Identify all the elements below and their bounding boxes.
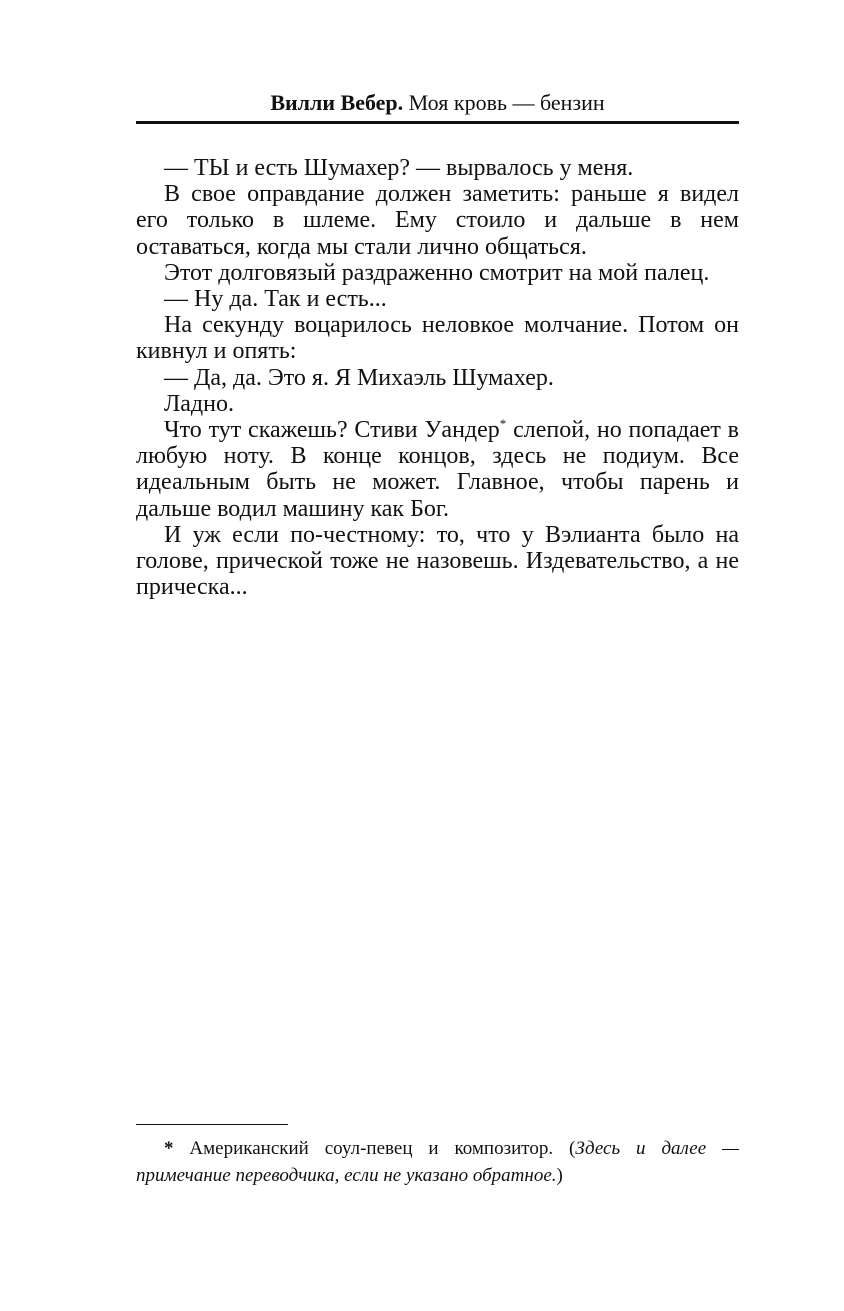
body-text [136,155,739,600]
footnote-reference: * [499,416,507,432]
running-head-author: Вилли Вебер. [270,90,404,115]
footnote-rule [136,1124,288,1125]
footnote-mark: * [164,1138,174,1159]
footnote-close-paren: ) [556,1165,563,1186]
paragraph-2: В свое оправдание должен заметить: раньше я видел его только в шлеме. Ему стоило и дальше в нем оставаться, когда мы стали лично общаться. [136,181,739,260]
paragraph-8 [136,417,739,522]
paragraph-6: — Да, да. Это я. Я Михаэль Шумахер. [164,364,554,391]
footnote-paragraph [136,1135,739,1189]
running-head-title: Моя кровь — бензин [408,90,605,115]
paragraph-9: И уж если по-честному: то, что у Вэлианта было на голове, прической тоже не назовешь. Издевательство, а не прическа... [136,521,739,601]
paragraph-5: На секунду воцарилось неловкое молчание. Потом он кивнул и опять: [136,312,739,365]
footnote-text: Американский соул-певец и композитор. ( [173,1138,576,1159]
paragraph-4: — Ну да. Так и есть... [164,286,387,313]
paragraph-7: Ладно. [164,390,234,417]
paragraph-3: Этот долговязый раздраженно смотрит на мой палец. [164,259,710,286]
running-head [136,88,739,118]
footnote-italic-note: Здесь и далее — примечание переводчика, если не указано обратное. [136,1138,739,1186]
header-rule [136,121,739,124]
paragraph-1: — ТЫ и есть Шумахер? — вырвалось у меня. [164,155,634,181]
paragraph-8-start: Что тут скажешь? Стиви Уандер [164,417,500,444]
paragraph-8-end: слепой, но попадает в любую ноту. В конце концов, здесь не подиум. Все идеальным быть не может. Главное, чтобы парень и дальше водил машину как Бог. [136,417,739,522]
footnote [136,1135,739,1189]
